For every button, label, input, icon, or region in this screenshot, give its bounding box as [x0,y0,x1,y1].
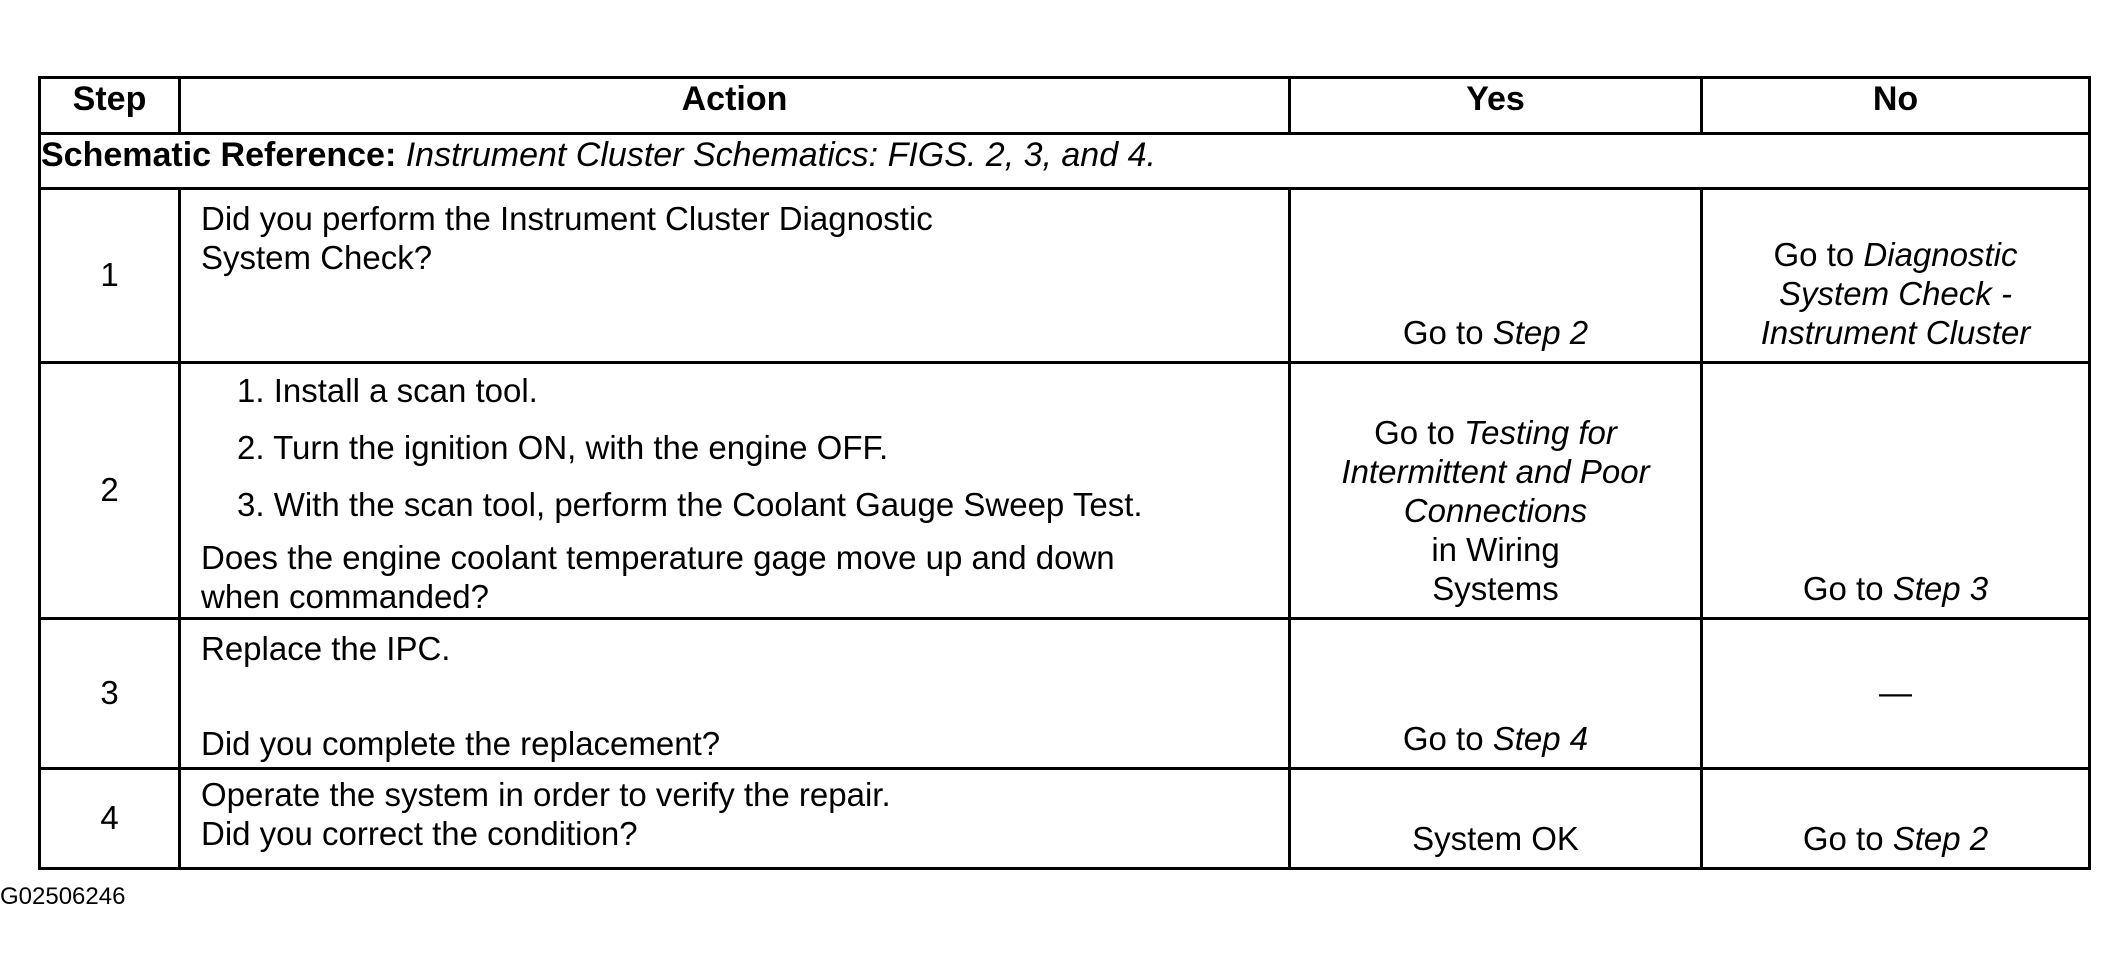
yes-link-step-4[interactable]: Step 4 [1492,719,1589,757]
action-text: Did you perform the Instrument Cluster Diagnostic [201,200,933,237]
yes-link-connections[interactable]: Connections [1403,491,1588,529]
action-cell [180,618,1290,768]
yes-link-intermittent[interactable]: Intermittent and Poor [1341,452,1650,490]
yes-link-step-2[interactable]: Step 2 [1492,314,1589,352]
no-cell [1702,618,2090,768]
action-cell [180,363,1290,619]
no-dash: — [1879,673,1912,711]
yes-cell [1290,618,1702,768]
schematic-link[interactable]: Instrument Cluster Schematics [405,136,869,174]
no-link-diagnostic[interactable]: Diagnostic [1863,236,2018,274]
no-link-step-3[interactable]: Step 3 [1892,569,1989,607]
header-action: Action [180,78,1290,134]
schematic-reference [40,134,2090,189]
action-question: Did you complete the replacement? [201,724,721,762]
yes-prefix: Go to [1374,414,1464,451]
yes-value: System OK [1412,819,1579,857]
action-step-item: 3. With the scan tool, perform the Coolant Gauge Sweep Test. [237,485,1143,523]
action-text: Replace the IPC. [201,629,451,667]
yes-cell [1290,363,1702,619]
action-question: when commanded? [201,577,490,615]
no-cell [1702,768,2090,868]
table-row [40,768,2090,868]
header-step: Step [40,78,180,134]
yes-prefix: Go to [1402,314,1493,352]
schematic-figs: : FIGS. 2, 3, and 4. [868,136,1156,174]
figure-code: G02506246 [0,883,126,910]
action-question: Does the engine coolant temperature gage move up and down [201,538,1115,576]
schematic-reference-row [40,134,2090,189]
table-row [40,189,2090,363]
action-step-item: 1. Install a scan tool. [237,372,538,409]
step-number: 4 [40,768,180,868]
action-cell [180,768,1290,868]
yes-suffix: in Wiring [1431,530,1560,568]
step-number: 3 [40,618,180,768]
yes-suffix: Systems [1432,569,1559,607]
header-yes: Yes [1290,78,1702,134]
header-row [40,78,2090,134]
action-cell [180,189,1290,363]
header-no: No [1702,78,2090,134]
schematic-label: Schematic Reference: [41,136,397,174]
action-text: Operate the system in order to verify the repair. [201,775,891,813]
action-text: System Check? [201,238,433,276]
yes-cell [1290,189,1702,363]
step-number: 1 [40,189,180,363]
no-link-step-2[interactable]: Step 2 [1892,819,1989,857]
no-prefix: Go to [1802,819,1893,857]
no-link-instrument-cluster[interactable]: Instrument Cluster [1760,314,2031,352]
action-question: Did you correct the condition? [201,814,638,852]
yes-cell [1290,768,1702,868]
no-prefix: Go to [1802,569,1893,607]
step-number: 2 [40,363,180,619]
no-cell [1702,189,2090,363]
no-link-system-check[interactable]: System Check - [1779,275,2012,313]
yes-prefix: Go to [1402,719,1493,757]
no-cell [1702,363,2090,619]
table-row [40,363,2090,619]
action-step-item: 2. Turn the ignition ON, with the engine OFF. [237,428,889,466]
table-row [40,618,2090,768]
diagnostic-table [38,76,2091,870]
yes-link-testing[interactable]: Testing for [1464,414,1617,451]
no-prefix: Go to [1773,236,1864,274]
